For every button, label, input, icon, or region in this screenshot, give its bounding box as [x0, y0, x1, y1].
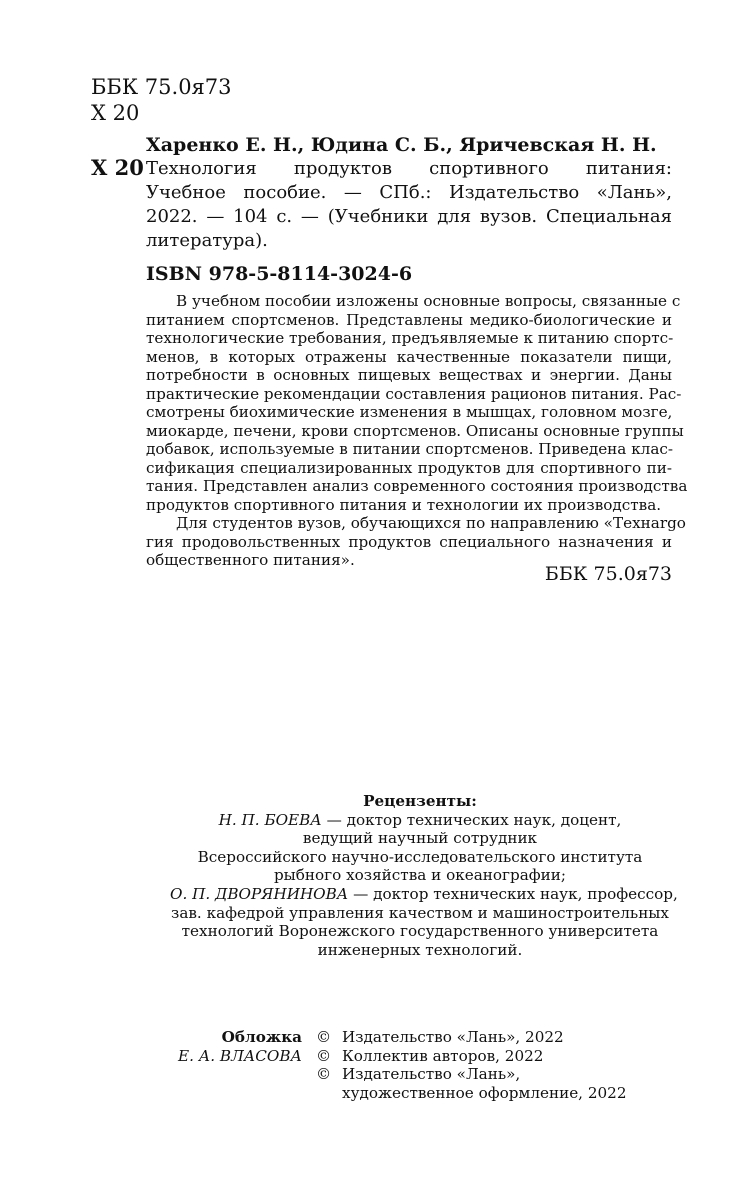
copyright-line — [316, 1084, 627, 1103]
reviewer-2-line — [170, 884, 678, 904]
author-code: Х 20 — [91, 155, 144, 180]
reviewer-2-degree: — доктор технических наук, профессор, — [348, 884, 678, 903]
bbk-code-bottom: ББК 75.0я73 — [544, 563, 672, 585]
reviewer-1-degree: — доктор технических наук, доцент, — [321, 810, 622, 829]
reviewers — [170, 792, 678, 959]
reviewer-1-line — [170, 811, 670, 830]
copyright-text: Коллектив авторов, 2022 — [342, 1046, 544, 1065]
copyright-icon: © — [316, 1046, 332, 1065]
reviewer-2-university: технологий Воронежского государственного университета — [181, 922, 659, 941]
abstract-line: Для студентов вузов, обучающихся по направлению «Технargo — [176, 514, 686, 532]
copyright-block — [316, 1028, 627, 1102]
reviewers-heading: Рецензенты: — [363, 792, 477, 810]
copyright-text: Издательство «Лань», — [342, 1065, 521, 1084]
abstract-line: сификация специализированных продуктов для спортивного пи- — [146, 458, 672, 477]
abstract-line: В учебном пособии изложены основные вопросы, связанные с — [176, 292, 681, 310]
isbn: ISBN 978-5-8114-3024-6 — [146, 263, 413, 285]
title-line: 2022. — 104 с. — (Учебники для вузов. Специальная — [146, 206, 672, 227]
abstract-line: тания. Представлен анализ современного состояния производства — [146, 477, 688, 495]
copyright-line — [316, 1028, 627, 1047]
cover-credit — [100, 1028, 302, 1065]
abstract-line: смотрены биохимические изменения в мышцах, головном мозге, — [146, 403, 673, 421]
author-code-top: Х 20 — [91, 101, 140, 125]
abstract-line: миокарде, печени, крови спортсменов. Описаны основные группы — [146, 421, 684, 440]
copyright-icon: © — [316, 1028, 332, 1046]
abstract-line: добавок, используемые в питании спортсменов. Приведена клас- — [146, 440, 674, 458]
bibliographic-title — [146, 157, 672, 253]
reviewer-2-name: О. П. ДВОРЯНИНОВА — [170, 884, 349, 903]
reviewer-1-institute: Всероссийского научно-исследовательского института — [197, 847, 643, 866]
title-line: литература). — [146, 230, 268, 251]
abstract-line: потребности в основных пищевых веществах и энергии. Даны — [146, 366, 672, 384]
cover-label: Обложка — [221, 1028, 302, 1046]
abstract-line: общественного питания». — [146, 551, 355, 569]
abstract-line: продуктов спортивного питания и технологии их производства. — [146, 495, 662, 514]
bbk-code-top: ББК 75.0я73 — [91, 75, 232, 99]
copyright-line — [316, 1047, 627, 1066]
copyright-line — [316, 1065, 627, 1084]
abstract-line: технологические требования, предъявляемые к питанию спортс- — [146, 329, 674, 347]
copyright-text: художественное оформление, 2022 — [342, 1083, 627, 1102]
copyright-text: Издательство «Лань», 2022 — [342, 1028, 564, 1046]
reviewer-1-institute-cont: рыбного хозяйства и океанографии; — [273, 866, 567, 885]
reviewer-1-position: ведущий научный сотрудник — [302, 829, 538, 848]
title-line: Технология продуктов спортивного питания: — [146, 158, 672, 179]
abstract-line: гия продовольственных продуктов специального назначения и — [146, 532, 672, 551]
reviewer-1-name: Н. П. БОЕВА — [218, 810, 322, 829]
authors: Харенко Е. Н., Юдина С. Б., Яричевская Н. Н. — [146, 134, 657, 156]
abstract-line: питанием спортсменов. Представлены медико-биологические и — [146, 310, 672, 329]
title-line: Учебное пособие. — СПб.: Издательство «Лань», — [146, 182, 672, 203]
abstract — [146, 292, 688, 570]
reviewer-2-university-cont: инженерных технологий. — [317, 940, 523, 959]
abstract-line: практические рекомендации составления рационов питания. Рас- — [146, 384, 682, 403]
abstract-line: менов, в которых отражены качественные показатели пищи, — [146, 347, 672, 366]
copyright-icon: © — [316, 1065, 332, 1084]
cover-artist: Е. А. ВЛАСОВА — [178, 1046, 302, 1065]
reviewer-2-position: зав. кафедрой управления качеством и машиностроительных — [171, 903, 669, 922]
